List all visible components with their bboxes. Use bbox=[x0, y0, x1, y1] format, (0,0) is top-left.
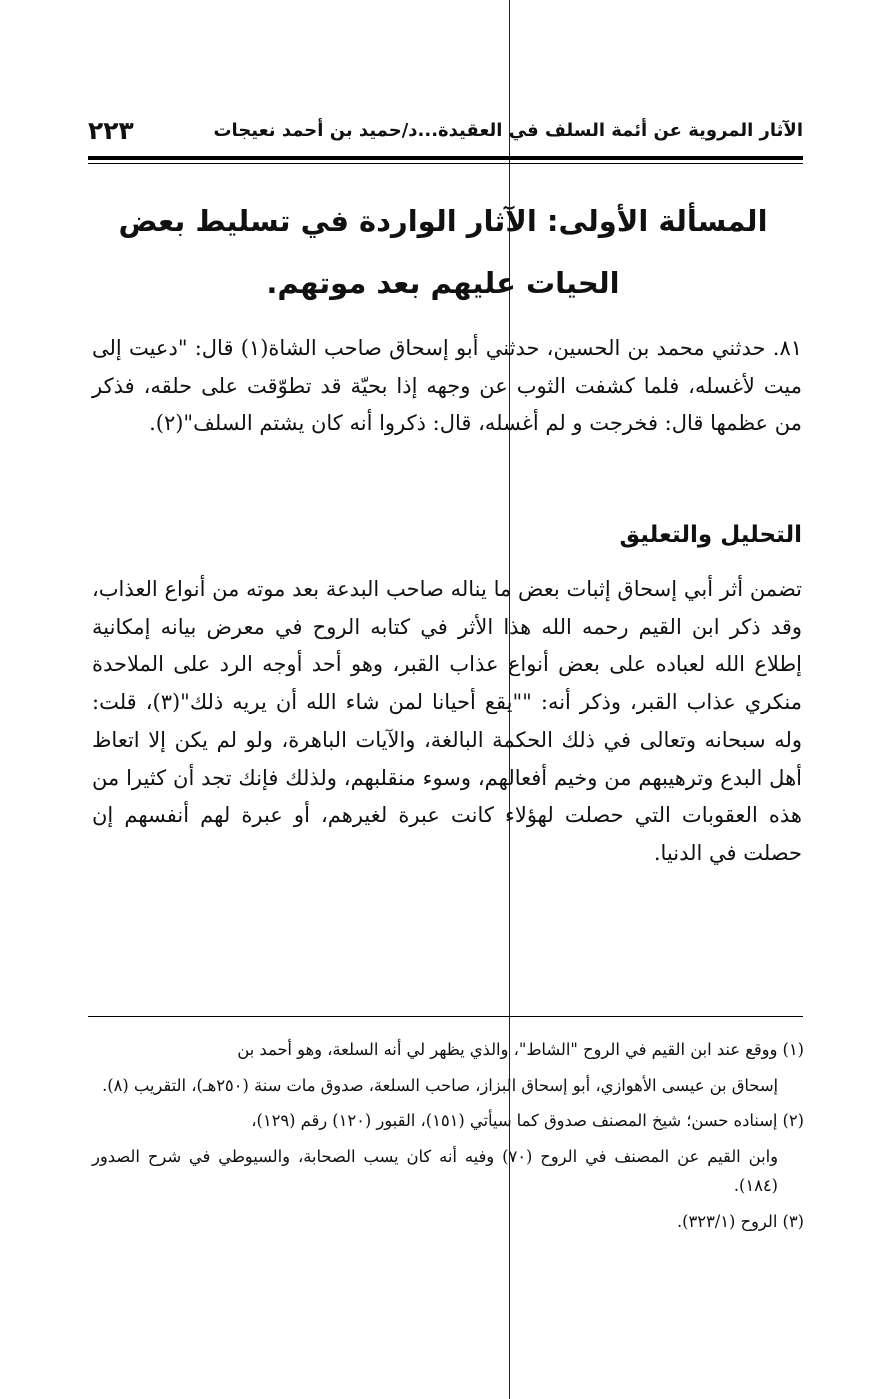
page-number: ٢٢٣ bbox=[88, 115, 134, 145]
header-title: الآثار المروية عن أئمة السلف في العقيدة...د/حميد بن أحمد نعيجات bbox=[213, 119, 803, 141]
header-rule-thin bbox=[88, 163, 803, 164]
footnote-item bbox=[92, 1035, 804, 1100]
section-title: المسألة الأولى: الآثار الواردة في تسليط بعض الحيات عليهم بعد موتهم. bbox=[118, 204, 768, 300]
header-rule-thick bbox=[88, 156, 803, 160]
analysis-paragraph: تضمن أثر أبي إسحاق إثبات بعض ما يناله صاحب البدعة بعد موته من أنواع العذاب، وقد ذكر ابن القيم رحمه الله هذا الأثر في كتابه الروح في معرض بيانه إمكانية إطلاع الله لعباده على بعض أنواع عذاب القبر، وهو أحد أوجه الرد على الملاحدة منكري عذاب القبر، وذكر أنه: ""يقع أحيانا لمن شاء الله أن يريه ذلك"(٣)، قلت: وله سبحانه وتعالى في ذلك الحكمة البالغة، والآيات الباهرة، ولو لم يكن إلا اتعاظ أهل البدع وترهيبهم من وخيم أفعالهم، وسوء منقلبهم، ولذلك فإنك تجد أن كثيرا من هذه العقوبات التي حصلت لهؤلاء كانت عبرة لغيرهم، أو عبرة لهم أنفسهم إن حصلت في الدنيا. bbox=[92, 577, 802, 865]
narration-paragraph: ٨١. حدثني محمد بن الحسين، حدثني أبو إسحاق صاحب الشاة(١) قال: "دعيت إلى ميت لأغسله، فلما كشفت الثوب عن وجهه إذا بحيّة قد تطوّقت على حلقه، فذكر من عظمها قال: فخرجت و لم أغسله، قال: ذكروا أنه كان يشتم السلف"(٢). bbox=[92, 336, 802, 436]
analysis-heading: التحليل والتعليق bbox=[619, 522, 802, 548]
footnote-first-line: (١) ووقع عند ابن القيم في الروح "الشاط"، والذي يظهر لي أنه السلعة، وهو أحمد بن bbox=[237, 1040, 804, 1059]
footnote-item bbox=[92, 1207, 804, 1237]
footnotes bbox=[92, 1035, 804, 1242]
footnote-continuation: وابن القيم عن المصنف في الروح (٧٠) وفيه أنه كان يسب الصحابة، والسيوطي في شرح الصدور (١٨٤). bbox=[92, 1146, 778, 1195]
footnote-continuation: إسحاق بن عيسى الأهوازي، أبو إسحاق البزاز، صاحب السلعة، صدوق مات سنة (٢٥٠هـ)، التقريب (٨). bbox=[102, 1075, 778, 1095]
footnote-first-line: (٢) إسناده حسن؛ شيخ المصنف صدوق كما سيأتي (١٥١)، القبور (١٢٠) رقم (١٢٩)، bbox=[251, 1111, 804, 1130]
running-header bbox=[88, 114, 803, 146]
footnote-separator bbox=[88, 1016, 803, 1017]
footnote-first-line: (٣) الروح (٣٢٣/١). bbox=[676, 1211, 804, 1231]
footnote-item bbox=[92, 1106, 804, 1201]
